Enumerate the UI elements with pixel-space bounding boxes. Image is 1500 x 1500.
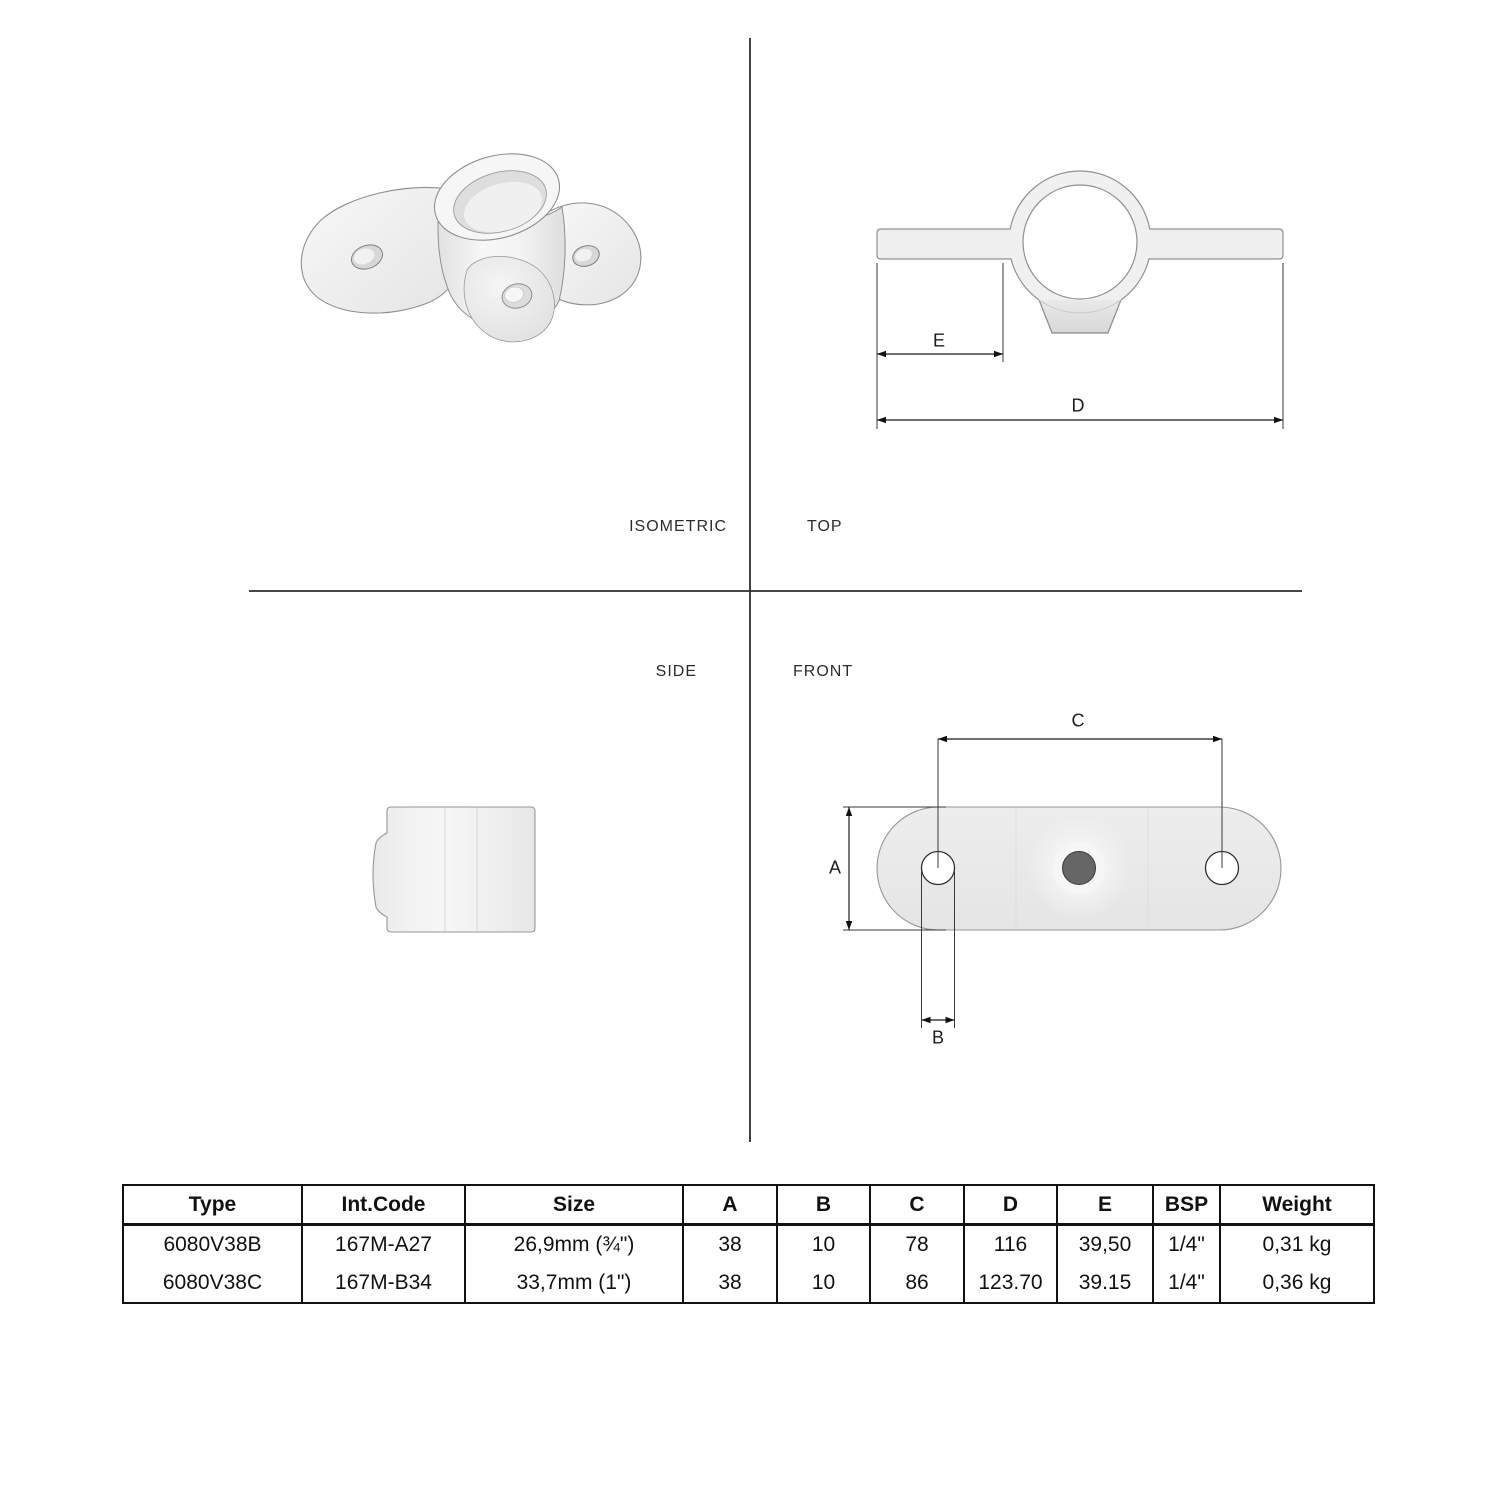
cell-type: 6080V38B xyxy=(123,1225,302,1265)
cell-weight: 0,36 kg xyxy=(1220,1264,1374,1303)
header-e: E xyxy=(1057,1185,1153,1225)
dimension-e xyxy=(877,351,1003,357)
cell-a: 38 xyxy=(683,1264,777,1303)
table-row xyxy=(123,1264,1374,1303)
cell-c: 78 xyxy=(870,1225,964,1265)
header-size: Size xyxy=(465,1185,683,1225)
side-view-outline xyxy=(373,807,535,932)
top-view-tube-bore xyxy=(1023,185,1137,299)
front-view xyxy=(843,736,1281,1028)
top-view-boss-shade xyxy=(1039,300,1121,333)
cell-d: 116 xyxy=(964,1225,1057,1265)
side-view xyxy=(373,807,535,932)
dimension-d xyxy=(877,417,1283,423)
dimension-label-b: B xyxy=(931,1027,945,1048)
header-d: D xyxy=(964,1185,1057,1225)
cell-bsp: 1/4" xyxy=(1153,1264,1220,1303)
table-header-row xyxy=(123,1185,1374,1225)
top-view xyxy=(877,171,1283,429)
caption-front: FRONT xyxy=(793,663,854,680)
cell-size: 26,9mm (¾") xyxy=(465,1225,683,1265)
caption-top: TOP xyxy=(807,518,843,535)
caption-isometric: ISOMETRIC xyxy=(629,518,727,535)
cell-a: 38 xyxy=(683,1225,777,1265)
caption-side: SIDE xyxy=(655,663,697,680)
header-int-code: Int.Code xyxy=(302,1185,465,1225)
cell-e: 39,50 xyxy=(1057,1225,1153,1265)
dimension-label-a: A xyxy=(828,857,842,878)
header-bsp: BSP xyxy=(1153,1185,1220,1225)
cell-int-code: 167M-B34 xyxy=(302,1264,465,1303)
dimension-label-d: D xyxy=(1071,395,1085,416)
spec-table xyxy=(122,1184,1375,1304)
cell-size: 33,7mm (1") xyxy=(465,1264,683,1303)
header-b: B xyxy=(777,1185,870,1225)
cell-d: 123.70 xyxy=(964,1264,1057,1303)
cell-bsp: 1/4" xyxy=(1153,1225,1220,1265)
header-c: C xyxy=(870,1185,964,1225)
cell-int-code: 167M-A27 xyxy=(302,1225,465,1265)
front-view-setscrew-hole xyxy=(1063,852,1096,885)
cell-b: 10 xyxy=(777,1225,870,1265)
cell-e: 39.15 xyxy=(1057,1264,1153,1303)
header-a: A xyxy=(683,1185,777,1225)
dimension-label-c: C xyxy=(1071,710,1085,731)
table-row xyxy=(123,1225,1374,1265)
header-weight: Weight xyxy=(1220,1185,1374,1225)
cell-b: 10 xyxy=(777,1264,870,1303)
isometric-view xyxy=(301,140,641,342)
header-type: Type xyxy=(123,1185,302,1225)
cell-c: 86 xyxy=(870,1264,964,1303)
cell-weight: 0,31 kg xyxy=(1220,1225,1374,1265)
cell-type: 6080V38C xyxy=(123,1264,302,1303)
dimension-label-e: E xyxy=(932,330,946,351)
